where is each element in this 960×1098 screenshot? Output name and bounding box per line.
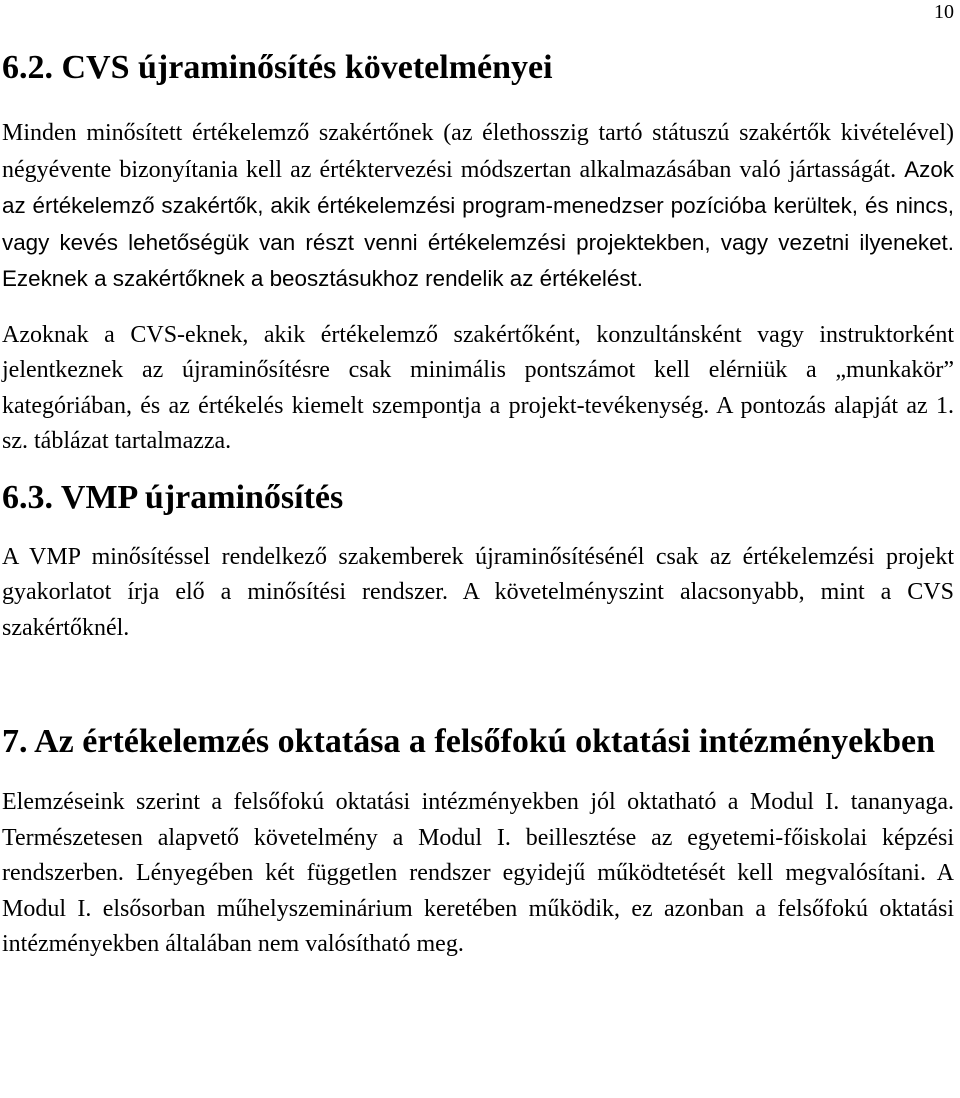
- page-number: 10: [934, 1, 954, 23]
- vmp-paragraph: A VMP minősítéssel rendelkező szakemberek újraminősítésénél csak az értékelemzési projekt gyakorlatot írja elő a minősítési rendszer. A követelményszint alacsonyabb, mint a CVS szakértőknél.: [2, 543, 954, 641]
- section-heading-higher-education: 7. Az értékelemzés oktatása a felsőfokú oktatási intézményekben: [2, 723, 935, 760]
- cvs-paragraph-1-sans-text: Azok az értékelemző szakértők, akik értékelemzési program-menedzser pozícióba kerültek, és nincs, vagy kevés lehetőségük van részt venni értékelemzési projektekben, vagy vezetni ilyeneket. Ezeknek a szakértőknek a beosztásukhoz rendelik az értékelést.: [2, 156, 954, 291]
- cvs-paragraph-1-serif-text: Minden minősített értékelemző szakértőnek (az élethosszig tartó státuszú szakértők kivételével) négyévente bizonyítania kell az értéktervezési módszertan alkalmazásában való jártasságát.: [2, 120, 954, 183]
- section-heading-cvs-requalification: 6.2. CVS újraminősítés követelményei: [2, 49, 553, 86]
- education-paragraph: Elemzéseink szerint a felsőfokú oktatási intézményekben jól oktatható a Modul I. tananyaga. Természetesen alapvető követelmény a Modul I. beillesztése az egyetemi-főiskolai képzési rendszerben. Lényegében két független rendszer egyidejű működtetését kell megvalósítani. A Modul I. elsősorban műhelyszeminárium keretében működik, ez azonban a felsőfokú oktatási intézményekben általában nem valósítható meg.: [2, 789, 954, 957]
- cvs-paragraph-1: [2, 116, 954, 298]
- cvs-paragraph-2: Azoknak a CVS-eknek, akik értékelemző szakértőként, konzultánsként vagy instruktorként jelentkeznek az újraminősítésre csak minimális pontszámot kell elérniük a „munkakör” kategóriában, és az értékelés kiemelt szempontja a projekt-tevékenység. A pontozás alapját az 1. sz. táblázat tartalmazza.: [2, 321, 954, 454]
- section-heading-vmp-requalification: 6.3. VMP újraminősítés: [2, 478, 344, 516]
- document-body: [2, 48, 954, 963]
